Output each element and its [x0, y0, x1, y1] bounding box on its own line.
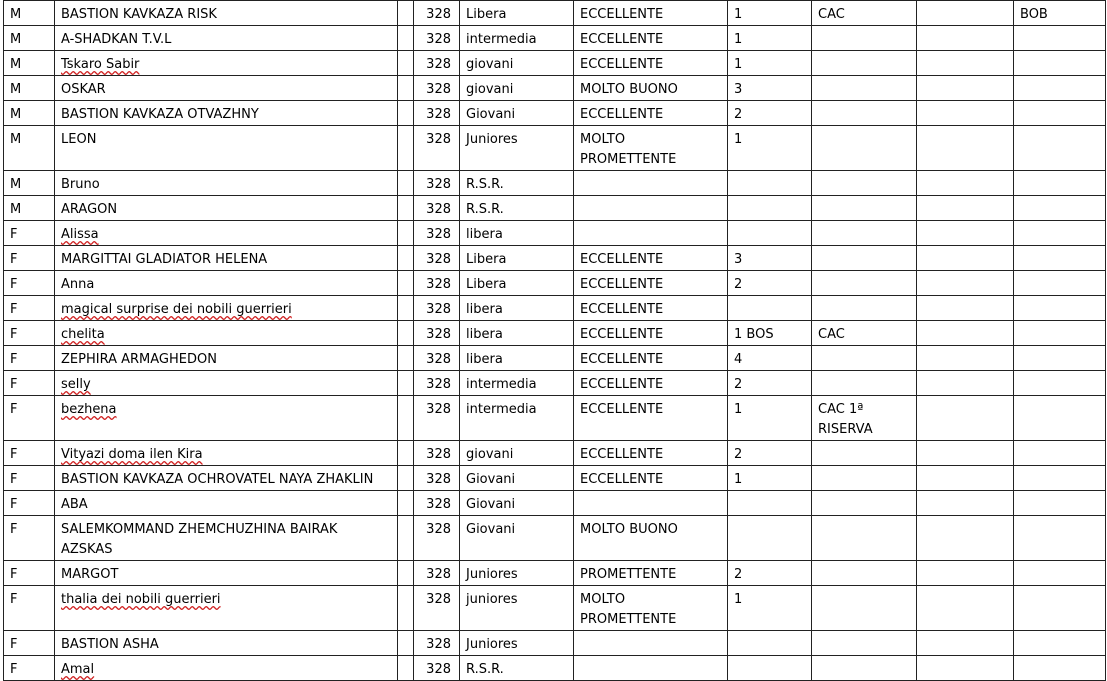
- sex-cell: F: [4, 346, 55, 371]
- dog-name-cell: BASTION ASHA: [55, 631, 398, 656]
- ring-number-cell: 328: [414, 196, 460, 221]
- extra-cell: [917, 51, 1014, 76]
- extra-cell: [917, 371, 1014, 396]
- class-cell: Giovani: [460, 466, 574, 491]
- grade-cell: [574, 631, 728, 656]
- grade-cell: ECCELLENTE: [574, 271, 728, 296]
- table-row: [4, 656, 1106, 681]
- placement-cell: [728, 196, 812, 221]
- extra-cell: [917, 296, 1014, 321]
- grade-cell: ECCELLENTE: [574, 101, 728, 126]
- award-cell: [1014, 296, 1106, 321]
- blank-cell: [398, 271, 414, 296]
- title-cell: [812, 196, 917, 221]
- grade-cell: ECCELLENTE: [574, 346, 728, 371]
- extra-cell: [917, 76, 1014, 101]
- extra-cell: [917, 1, 1014, 26]
- ring-number-cell: 328: [414, 76, 460, 101]
- table-row: [4, 26, 1106, 51]
- class-cell: Juniores: [460, 126, 574, 171]
- placement-cell: 1: [728, 586, 812, 631]
- table-row: [4, 126, 1106, 171]
- table-row: [4, 491, 1106, 516]
- blank-cell: [398, 126, 414, 171]
- award-cell: [1014, 321, 1106, 346]
- sex-cell: F: [4, 221, 55, 246]
- table-row: [4, 296, 1106, 321]
- title-cell: [812, 441, 917, 466]
- grade-cell: MOLTO PROMETTENTE: [574, 126, 728, 171]
- dog-name-cell: ARAGON: [55, 196, 398, 221]
- placement-cell: 2: [728, 271, 812, 296]
- blank-cell: [398, 1, 414, 26]
- award-cell: [1014, 246, 1106, 271]
- sex-cell: M: [4, 101, 55, 126]
- ring-number-cell: 328: [414, 466, 460, 491]
- dog-name-cell: LEON: [55, 126, 398, 171]
- class-cell: libera: [460, 221, 574, 246]
- dog-name-cell: bezhena: [55, 396, 398, 441]
- extra-cell: [917, 656, 1014, 681]
- sex-cell: F: [4, 631, 55, 656]
- sex-cell: F: [4, 491, 55, 516]
- blank-cell: [398, 656, 414, 681]
- blank-cell: [398, 296, 414, 321]
- grade-cell: MOLTO BUONO: [574, 516, 728, 561]
- title-cell: [812, 296, 917, 321]
- ring-number-cell: 328: [414, 101, 460, 126]
- class-cell: Juniores: [460, 561, 574, 586]
- title-cell: CAC 1ª RISERVA: [812, 396, 917, 441]
- ring-number-cell: 328: [414, 271, 460, 296]
- placement-cell: 3: [728, 246, 812, 271]
- blank-cell: [398, 321, 414, 346]
- sex-cell: M: [4, 51, 55, 76]
- placement-cell: 1: [728, 466, 812, 491]
- class-cell: libera: [460, 346, 574, 371]
- placement-cell: [728, 656, 812, 681]
- ring-number-cell: 328: [414, 516, 460, 561]
- blank-cell: [398, 76, 414, 101]
- grade-cell: ECCELLENTE: [574, 1, 728, 26]
- class-cell: R.S.R.: [460, 656, 574, 681]
- title-cell: [812, 466, 917, 491]
- table-row: [4, 516, 1106, 561]
- placement-cell: 2: [728, 441, 812, 466]
- placement-cell: 1: [728, 51, 812, 76]
- placement-cell: 1: [728, 26, 812, 51]
- dog-name-cell: magical surprise dei nobili guerrieri: [55, 296, 398, 321]
- grade-cell: MOLTO BUONO: [574, 76, 728, 101]
- sex-cell: M: [4, 171, 55, 196]
- dog-name-cell: Vityazi doma ilen Kira: [55, 441, 398, 466]
- title-cell: [812, 126, 917, 171]
- class-cell: intermedia: [460, 26, 574, 51]
- extra-cell: [917, 346, 1014, 371]
- award-cell: [1014, 171, 1106, 196]
- grade-cell: ECCELLENTE: [574, 371, 728, 396]
- extra-cell: [917, 586, 1014, 631]
- blank-cell: [398, 631, 414, 656]
- table-row: [4, 221, 1106, 246]
- ring-number-cell: 328: [414, 491, 460, 516]
- class-cell: libera: [460, 321, 574, 346]
- placement-cell: [728, 221, 812, 246]
- extra-cell: [917, 631, 1014, 656]
- extra-cell: [917, 246, 1014, 271]
- award-cell: [1014, 371, 1106, 396]
- dog-name-cell: SALEMKOMMAND ZHEMCHUZHINA BAIRAK AZSKAS: [55, 516, 398, 561]
- extra-cell: [917, 196, 1014, 221]
- sex-cell: F: [4, 271, 55, 296]
- blank-cell: [398, 221, 414, 246]
- grade-cell: [574, 656, 728, 681]
- ring-number-cell: 328: [414, 51, 460, 76]
- placement-cell: 2: [728, 371, 812, 396]
- award-cell: [1014, 126, 1106, 171]
- sex-cell: M: [4, 196, 55, 221]
- dog-name-cell: ABA: [55, 491, 398, 516]
- title-cell: [812, 271, 917, 296]
- grade-cell: ECCELLENTE: [574, 51, 728, 76]
- dog-name-cell: selly: [55, 371, 398, 396]
- award-cell: [1014, 101, 1106, 126]
- sex-cell: F: [4, 466, 55, 491]
- dog-name-cell: BASTION KAVKAZA RISK: [55, 1, 398, 26]
- table-row: [4, 246, 1106, 271]
- sex-cell: F: [4, 321, 55, 346]
- table-row: [4, 346, 1106, 371]
- extra-cell: [917, 26, 1014, 51]
- table-row: [4, 196, 1106, 221]
- dog-name-cell: Tskaro Sabir: [55, 51, 398, 76]
- placement-cell: [728, 491, 812, 516]
- table-row: [4, 371, 1106, 396]
- grade-cell: ECCELLENTE: [574, 246, 728, 271]
- dog-name-cell: thalia dei nobili guerrieri: [55, 586, 398, 631]
- class-cell: Libera: [460, 1, 574, 26]
- blank-cell: [398, 26, 414, 51]
- dog-name-cell: Alissa: [55, 221, 398, 246]
- ring-number-cell: 328: [414, 171, 460, 196]
- table-row: [4, 586, 1106, 631]
- grade-cell: MOLTO PROMETTENTE: [574, 586, 728, 631]
- title-cell: [812, 561, 917, 586]
- table-row: [4, 271, 1106, 296]
- award-cell: [1014, 271, 1106, 296]
- extra-cell: [917, 396, 1014, 441]
- class-cell: giovani: [460, 51, 574, 76]
- extra-cell: [917, 491, 1014, 516]
- sex-cell: M: [4, 1, 55, 26]
- grade-cell: [574, 491, 728, 516]
- table-row: [4, 101, 1106, 126]
- placement-cell: [728, 171, 812, 196]
- title-cell: [812, 101, 917, 126]
- award-cell: [1014, 491, 1106, 516]
- blank-cell: [398, 491, 414, 516]
- extra-cell: [917, 271, 1014, 296]
- table-row: [4, 396, 1106, 441]
- ring-number-cell: 328: [414, 396, 460, 441]
- grade-cell: [574, 196, 728, 221]
- extra-cell: [917, 561, 1014, 586]
- ring-number-cell: 328: [414, 441, 460, 466]
- blank-cell: [398, 466, 414, 491]
- table-row: [4, 1, 1106, 26]
- placement-cell: [728, 516, 812, 561]
- ring-number-cell: 328: [414, 346, 460, 371]
- title-cell: [812, 346, 917, 371]
- class-cell: Juniores: [460, 631, 574, 656]
- award-cell: [1014, 586, 1106, 631]
- ring-number-cell: 328: [414, 656, 460, 681]
- extra-cell: [917, 516, 1014, 561]
- dog-name-cell: ZEPHIRA ARMAGHEDON: [55, 346, 398, 371]
- grade-cell: ECCELLENTE: [574, 396, 728, 441]
- placement-cell: 3: [728, 76, 812, 101]
- sex-cell: F: [4, 371, 55, 396]
- placement-cell: 1 BOS: [728, 321, 812, 346]
- class-cell: intermedia: [460, 396, 574, 441]
- sex-cell: M: [4, 126, 55, 171]
- placement-cell: 1: [728, 1, 812, 26]
- blank-cell: [398, 346, 414, 371]
- dog-name-cell: BASTION KAVKAZA OCHROVATEL NAYA ZHAKLIN: [55, 466, 398, 491]
- ring-number-cell: 328: [414, 246, 460, 271]
- title-cell: [812, 491, 917, 516]
- award-cell: [1014, 221, 1106, 246]
- title-cell: [812, 246, 917, 271]
- ring-number-cell: 328: [414, 296, 460, 321]
- title-cell: [812, 516, 917, 561]
- blank-cell: [398, 371, 414, 396]
- sex-cell: F: [4, 441, 55, 466]
- dog-name-cell: Bruno: [55, 171, 398, 196]
- award-cell: [1014, 26, 1106, 51]
- title-cell: CAC: [812, 321, 917, 346]
- dog-name-cell: A-SHADKAN T.V.L: [55, 26, 398, 51]
- ring-number-cell: 328: [414, 126, 460, 171]
- table-row: [4, 631, 1106, 656]
- title-cell: [812, 221, 917, 246]
- table-row: [4, 441, 1106, 466]
- placement-cell: 4: [728, 346, 812, 371]
- extra-cell: [917, 171, 1014, 196]
- title-cell: [812, 586, 917, 631]
- award-cell: [1014, 631, 1106, 656]
- award-cell: [1014, 656, 1106, 681]
- extra-cell: [917, 221, 1014, 246]
- ring-number-cell: 328: [414, 321, 460, 346]
- sex-cell: F: [4, 296, 55, 321]
- sex-cell: F: [4, 656, 55, 681]
- ring-number-cell: 328: [414, 26, 460, 51]
- award-cell: BOB: [1014, 1, 1106, 26]
- title-cell: [812, 51, 917, 76]
- table-row: [4, 561, 1106, 586]
- extra-cell: [917, 101, 1014, 126]
- ring-number-cell: 328: [414, 561, 460, 586]
- ring-number-cell: 328: [414, 371, 460, 396]
- table-row: [4, 171, 1106, 196]
- blank-cell: [398, 246, 414, 271]
- grade-cell: [574, 171, 728, 196]
- placement-cell: 2: [728, 561, 812, 586]
- class-cell: Giovani: [460, 491, 574, 516]
- ring-number-cell: 328: [414, 1, 460, 26]
- blank-cell: [398, 396, 414, 441]
- award-cell: [1014, 466, 1106, 491]
- title-cell: CAC: [812, 1, 917, 26]
- blank-cell: [398, 516, 414, 561]
- dog-name-cell: MARGITTAI GLADIATOR HELENA: [55, 246, 398, 271]
- grade-cell: PROMETTENTE: [574, 561, 728, 586]
- sex-cell: M: [4, 26, 55, 51]
- table-row: [4, 51, 1106, 76]
- placement-cell: 2: [728, 101, 812, 126]
- dog-name-cell: MARGOT: [55, 561, 398, 586]
- blank-cell: [398, 51, 414, 76]
- results-table: [3, 0, 1106, 681]
- class-cell: Giovani: [460, 101, 574, 126]
- extra-cell: [917, 126, 1014, 171]
- class-cell: giovani: [460, 441, 574, 466]
- placement-cell: 1: [728, 396, 812, 441]
- dog-name-cell: Anna: [55, 271, 398, 296]
- class-cell: libera: [460, 296, 574, 321]
- award-cell: [1014, 76, 1106, 101]
- award-cell: [1014, 441, 1106, 466]
- extra-cell: [917, 466, 1014, 491]
- grade-cell: ECCELLENTE: [574, 296, 728, 321]
- ring-number-cell: 328: [414, 221, 460, 246]
- award-cell: [1014, 51, 1106, 76]
- title-cell: [812, 171, 917, 196]
- dog-name-cell: chelita: [55, 321, 398, 346]
- grade-cell: ECCELLENTE: [574, 321, 728, 346]
- table-row: [4, 76, 1106, 101]
- class-cell: Libera: [460, 271, 574, 296]
- title-cell: [812, 26, 917, 51]
- blank-cell: [398, 101, 414, 126]
- ring-number-cell: 328: [414, 631, 460, 656]
- placement-cell: [728, 631, 812, 656]
- table-row: [4, 466, 1106, 491]
- grade-cell: ECCELLENTE: [574, 26, 728, 51]
- grade-cell: [574, 221, 728, 246]
- class-cell: R.S.R.: [460, 196, 574, 221]
- dog-name-cell: BASTION KAVKAZA OTVAZHNY: [55, 101, 398, 126]
- blank-cell: [398, 171, 414, 196]
- sex-cell: F: [4, 561, 55, 586]
- grade-cell: ECCELLENTE: [574, 466, 728, 491]
- blank-cell: [398, 586, 414, 631]
- class-cell: Giovani: [460, 516, 574, 561]
- sex-cell: F: [4, 396, 55, 441]
- award-cell: [1014, 396, 1106, 441]
- extra-cell: [917, 441, 1014, 466]
- title-cell: [812, 76, 917, 101]
- placement-cell: [728, 296, 812, 321]
- award-cell: [1014, 561, 1106, 586]
- sex-cell: F: [4, 246, 55, 271]
- title-cell: [812, 656, 917, 681]
- class-cell: Libera: [460, 246, 574, 271]
- dog-name-cell: Amal: [55, 656, 398, 681]
- blank-cell: [398, 561, 414, 586]
- placement-cell: 1: [728, 126, 812, 171]
- title-cell: [812, 371, 917, 396]
- award-cell: [1014, 516, 1106, 561]
- sex-cell: F: [4, 586, 55, 631]
- class-cell: R.S.R.: [460, 171, 574, 196]
- sex-cell: F: [4, 516, 55, 561]
- ring-number-cell: 328: [414, 586, 460, 631]
- award-cell: [1014, 346, 1106, 371]
- class-cell: juniores: [460, 586, 574, 631]
- blank-cell: [398, 441, 414, 466]
- results-table-body: [4, 1, 1106, 681]
- title-cell: [812, 631, 917, 656]
- award-cell: [1014, 196, 1106, 221]
- grade-cell: ECCELLENTE: [574, 441, 728, 466]
- table-row: [4, 321, 1106, 346]
- sex-cell: M: [4, 76, 55, 101]
- blank-cell: [398, 196, 414, 221]
- extra-cell: [917, 321, 1014, 346]
- dog-name-cell: OSKAR: [55, 76, 398, 101]
- class-cell: intermedia: [460, 371, 574, 396]
- class-cell: giovani: [460, 76, 574, 101]
